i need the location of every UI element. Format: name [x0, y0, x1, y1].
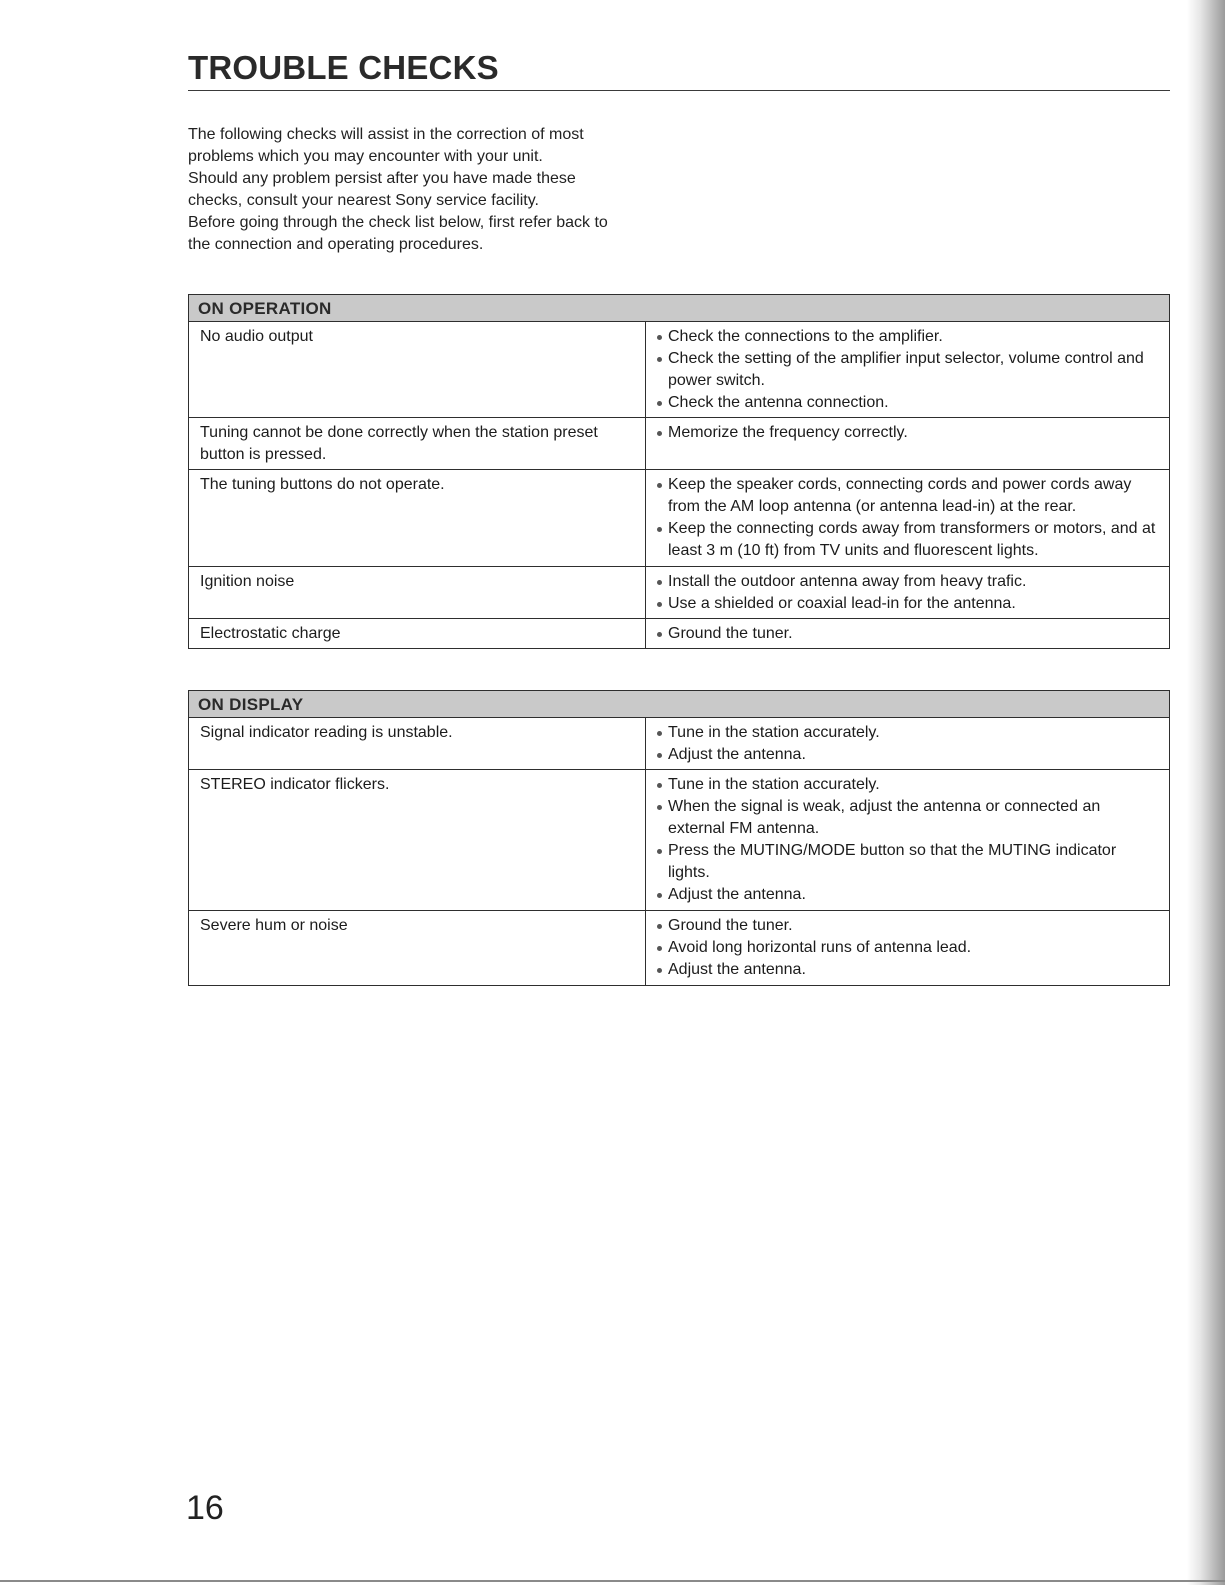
- remedy-item: Install the outdoor antenna away from heavy trafic.: [657, 571, 1159, 593]
- remedy-item: Adjust the antenna.: [657, 959, 1159, 981]
- remedy-item: Tune in the station accurately.: [657, 722, 1159, 744]
- table-row: [189, 911, 1169, 985]
- page-edge-shadow: [1187, 0, 1225, 1585]
- section-on-operation: [188, 294, 1170, 649]
- table-row: [189, 619, 1169, 648]
- remedy-item: Adjust the antenna.: [657, 884, 1159, 906]
- remedy-item: Memorize the frequency correctly.: [657, 422, 1159, 444]
- table-row: [189, 718, 1169, 770]
- page-number: 16: [186, 1489, 224, 1527]
- remedy-item: Tune in the station accurately.: [657, 774, 1159, 796]
- section-on-display: [188, 690, 1170, 986]
- section-heading: ON OPERATION: [189, 295, 1169, 322]
- remedy-item: Press the MUTING/MODE button so that the MUTING indicator lights.: [657, 840, 1159, 884]
- remedy-list: [646, 322, 1169, 417]
- remedy-list: [646, 567, 1169, 618]
- section-heading: ON DISPLAY: [189, 691, 1169, 718]
- intro-text: [188, 124, 688, 256]
- table-row: [189, 770, 1169, 911]
- remedy-item: Adjust the antenna.: [657, 744, 1159, 766]
- remedy-list: [646, 470, 1169, 566]
- intro-line: problems which you may encounter with your unit.: [188, 148, 543, 165]
- problem-cell: Ignition noise: [189, 567, 646, 618]
- intro-line: checks, consult your nearest Sony service facility.: [188, 192, 539, 209]
- remedy-list: [646, 418, 1169, 469]
- problem-cell: Tuning cannot be done correctly when the station preset button is pressed.: [189, 418, 646, 469]
- title-underline: [188, 90, 1170, 91]
- remedy-item: Keep the speaker cords, connecting cords and power cords away from the AM loop antenna (or antenna lead-in) at the rear.: [657, 474, 1159, 518]
- problem-cell: STEREO indicator flickers.: [189, 770, 646, 910]
- remedy-list: [646, 619, 1169, 648]
- problem-cell: Severe hum or noise: [189, 911, 646, 985]
- intro-line: the connection and operating procedures.: [188, 236, 484, 253]
- intro-line: The following checks will assist in the correction of most: [188, 126, 584, 143]
- remedy-item: Check the connections to the amplifier.: [657, 326, 1159, 348]
- problem-cell: No audio output: [189, 322, 646, 417]
- table-row: [189, 322, 1169, 418]
- remedy-item: Ground the tuner.: [657, 623, 1159, 645]
- table-row: [189, 567, 1169, 619]
- page-title: TROUBLE CHECKS: [188, 49, 499, 86]
- intro-line: Should any problem persist after you have made these: [188, 170, 576, 187]
- remedy-item: When the signal is weak, adjust the antenna or connected an external FM antenna.: [657, 796, 1159, 840]
- remedy-list: [646, 718, 1169, 769]
- remedy-item: Check the setting of the amplifier input selector, volume control and power switch.: [657, 348, 1159, 392]
- remedy-item: Keep the connecting cords away from transformers or motors, and at least 3 m (10 ft) from TV units and fluorescent lights.: [657, 518, 1159, 562]
- intro-line: Before going through the check list below, first refer back to: [188, 214, 608, 231]
- table-row: [189, 418, 1169, 470]
- page-bottom-edge: [0, 1580, 1225, 1582]
- remedy-list: [646, 911, 1169, 985]
- problem-cell: Electrostatic charge: [189, 619, 646, 648]
- table-row: [189, 470, 1169, 567]
- remedy-item: Use a shielded or coaxial lead-in for the antenna.: [657, 593, 1159, 615]
- remedy-item: Check the antenna connection.: [657, 392, 1159, 414]
- problem-cell: The tuning buttons do not operate.: [189, 470, 646, 566]
- remedy-item: Avoid long horizontal runs of antenna lead.: [657, 937, 1159, 959]
- remedy-list: [646, 770, 1169, 910]
- problem-cell: Signal indicator reading is unstable.: [189, 718, 646, 769]
- remedy-item: Ground the tuner.: [657, 915, 1159, 937]
